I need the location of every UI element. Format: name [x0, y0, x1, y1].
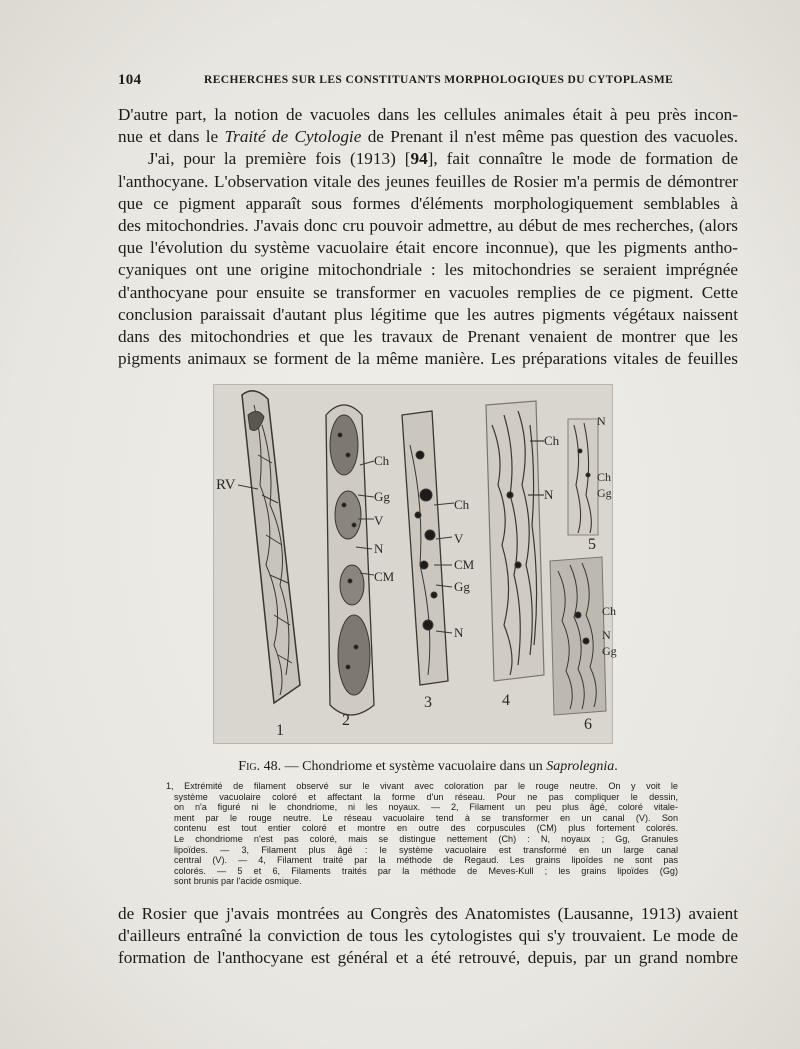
figure-label: Fig. 48. [238, 759, 282, 774]
panel-number-5: 5 [588, 536, 596, 553]
filament-panel-3 [402, 411, 454, 685]
text-line: J'ai, pour la première fois (1913) [94], fait connaître le mode de formation de [148, 149, 738, 169]
paragraph-2 [118, 903, 738, 970]
text-line: que ce pigment apparaît sous formes d'éléments morphologiquement semblables à [118, 193, 738, 213]
text-line: pigments animaux se forment de la même manière. Les préparations vitales de feuilles [118, 349, 738, 369]
label-n-panel4: N [544, 487, 554, 502]
label-rv: RV [216, 477, 236, 493]
text-line: de Rosier que j'avais montrées au Congrès des Anatomistes (Lausanne, 1913) avaient [118, 904, 738, 923]
text-line: que l'évolution du système vacuolaire était encore inconnue), que les pigments antho- [118, 238, 738, 258]
label-n-panel3: N [454, 625, 464, 640]
species-name: Saprolegnia [546, 759, 615, 774]
filament-panel-2 [326, 405, 374, 715]
legend-line: sont brunis par l'acide osmique. [174, 876, 302, 887]
label-cm-panel2: CM [374, 569, 395, 584]
label-n-panel6: N [602, 628, 611, 642]
filament-panel-5 [568, 419, 598, 535]
text-line: D'autre part, la notion de vacuoles dans les cellules animales était à peu près incon- [118, 105, 738, 124]
label-gg-panel6: Gg [602, 644, 617, 658]
reference-number: 94 [410, 149, 428, 169]
text-line: d'ailleurs entraîné la conviction de tous les cytologistes qui s'y trouvaient. Le mode de [118, 926, 738, 946]
book-title-italic: Traité de Cytologie [224, 127, 362, 147]
legend-line: central (V). — 4, Filament traité par la méthode de Regaud. Les grains lipoïdes ne sont pas [174, 855, 678, 866]
text-line: cyaniques ont une origine mitochondriale : les mitochondries se seraient imprégnée [118, 260, 738, 280]
figure-48-drawing [213, 384, 617, 744]
label-cm-panel3: CM [454, 557, 475, 572]
text-line: conclusion paraissait d'autant plus légitime que les autres pigments végétaux naissent [118, 304, 738, 324]
legend-line: colorés. — 5 et 6, Filaments traités par la méthode de Meves-Kull ; les grains lipoïdes (Gg) [174, 865, 678, 876]
running-title: RECHERCHES SUR LES CONSTITUANTS MORPHOLOGIQUES DU CYTOPLASME [204, 74, 674, 86]
filament-panel-6 [550, 557, 606, 715]
filament-panel-4 [486, 401, 544, 681]
legend-line: contenu est tout entier coloré et montre en outre des corpuscules (CM) plus fortement colorés. [174, 823, 678, 834]
panel-number-2: 2 [342, 712, 350, 729]
label-gg-panel3: Gg [454, 579, 470, 594]
figure-legend [166, 781, 678, 887]
legend-line: on n'a figuré ni le chondriome, ni les noyaux. — 2, Filament un peu plus âgé, coloré vitale- [174, 802, 678, 813]
label-ch-panel4: Ch [544, 433, 560, 448]
label-n-panel5: N [597, 414, 606, 428]
label-ch-panel6: Ch [602, 604, 617, 618]
panel-number-6: 6 [584, 716, 592, 733]
label-ch-panel2: Ch [374, 453, 390, 468]
filament-panel-1 [238, 391, 300, 703]
label-gg-panel5: Gg [597, 486, 612, 500]
text-line: des mitochondries. J'avais donc cru pouvoir admettre, au début de mes recherches, (alors [118, 216, 738, 236]
text-line: nue et dans le Traité de Cytologie de Prenant il n'est même pas question des vacuoles. [118, 127, 739, 147]
figure-caption: Fig. 48. — Chondriome et système vacuolaire dans un Saprolegnia. [238, 759, 618, 774]
paragraph-1 [118, 104, 738, 370]
legend-line: Le chondriome n'est pas coloré, mais se distingue nettement (Ch) : N, noyaux ; Gg, Granules [174, 833, 678, 844]
label-gg-panel2: Gg [374, 489, 390, 504]
label-v-panel2: V [374, 513, 384, 528]
legend-line: 1, Extrémité de filament observé sur le vivant avec coloration par le rouge neutre. On y voit le [166, 781, 678, 791]
label-n-panel2: N [374, 541, 384, 556]
legend-line: système vacuolaire coloré et affectant la forme d'un réseau. Pour ne pas compliquer le dessin, [174, 791, 678, 802]
text-line: d'anthocyane pour ensuite se transformer en vacuoles remplies de ce pigment. Cette [118, 282, 738, 302]
legend-line: lipoïdes. — 3, Filament plus âgé : le système vacuolaire est transformé en un large canal [174, 844, 678, 855]
page-number: 104 [118, 72, 142, 88]
label-ch-panel3: Ch [454, 497, 470, 512]
label-ch-panel5: Ch [597, 470, 612, 484]
text-line: l'anthocyane. L'observation vitale des jeunes feuilles de Rosier m'a permis de démontrer [118, 171, 738, 191]
panel-number-4: 4 [502, 692, 510, 709]
panel-number-1: 1 [276, 722, 284, 739]
label-v-panel3: V [454, 531, 464, 546]
legend-line: ment par le rouge neutre. Le réseau vacuolaire tend à se transformer en un canal (V). Son [174, 812, 678, 823]
text-line: dans des mitochondries et que les travaux de Prenant venaient de montrer que les [118, 327, 738, 347]
panel-number-3: 3 [424, 694, 432, 711]
text-line: formation de l'anthocyane est général et a été retrouvé, depuis, par un grand nombre [118, 948, 738, 968]
